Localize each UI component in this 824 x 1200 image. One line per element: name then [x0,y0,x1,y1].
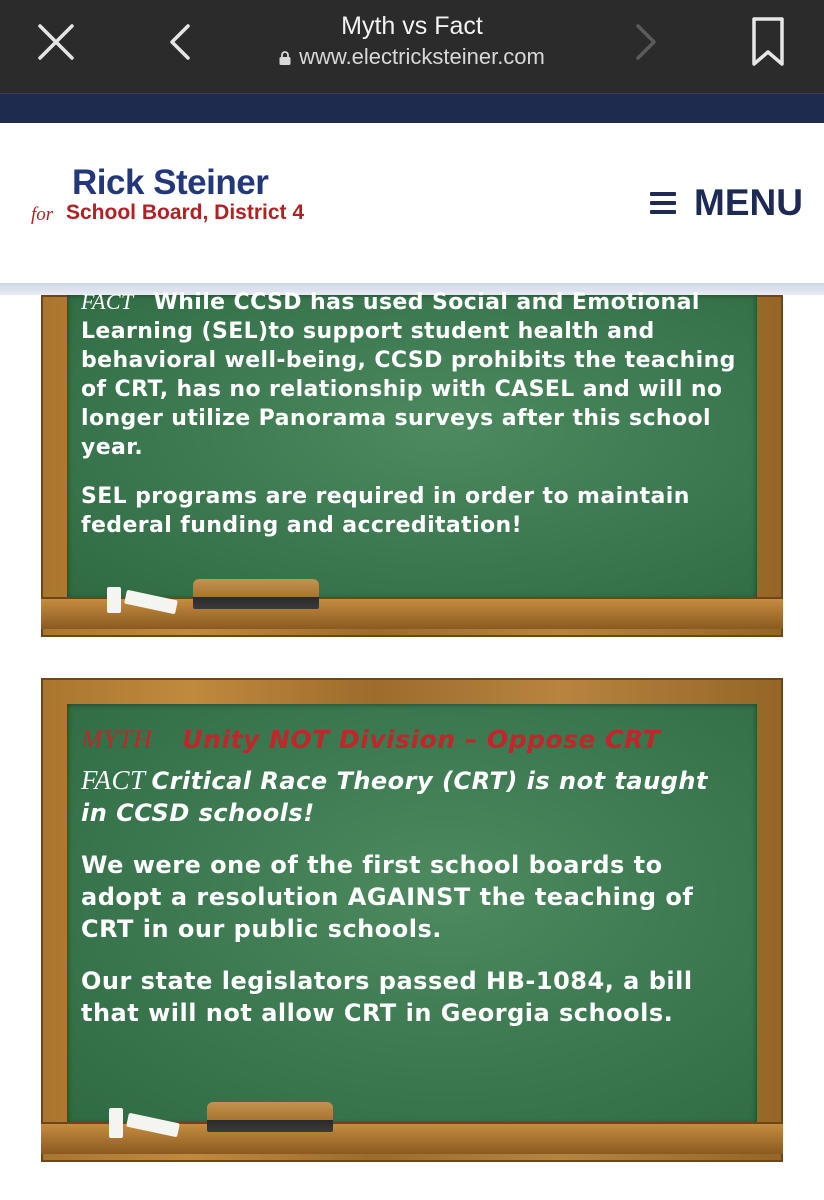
site-logo-subtitle: School Board, District 4 [66,201,305,224]
myth-text: Unity NOT Division – Oppose CRT [182,725,661,754]
board1-paragraph1 [81,287,743,462]
close-icon[interactable] [36,22,76,62]
url-display[interactable] [200,44,624,70]
back-chevron-icon[interactable] [166,22,194,62]
fact-tag: FACT [81,765,146,795]
url-text: www.electricksteiner.com [299,44,545,69]
chalkboard-fact-sel [41,289,783,637]
eraser [193,579,319,609]
page-title: Myth vs Fact [341,12,483,40]
board2-paragraph3: Our state legislators passed HB-1084, a bill that will not allow CRT in Georgia schools. [81,967,693,1027]
site-logo-name[interactable]: Rick Steiner [72,163,269,202]
menu-button[interactable] [650,181,803,225]
board2-text [81,724,743,1049]
site-logo-for: for [31,204,54,225]
board1-text [81,287,743,560]
hamburger-icon [650,192,676,214]
forward-chevron-icon[interactable] [632,22,660,62]
fact-text: Critical Race Theory (CRT) is not taught in CCSD schools! [81,767,708,827]
chalk-piece [109,1108,123,1138]
bookmark-icon[interactable] [750,16,786,68]
chalk-piece [107,587,121,613]
board2-paragraph2: We were one of the first school boards to adopt a resolution AGAINST the teaching of CRT in our public schools. [81,851,694,943]
chalkboard-myth-crt [41,678,783,1162]
fact-line [81,764,743,829]
board1-paragraph1-text: While CCSD has used Social and Emotional Learning (SEL)to support student health and behavioral well-being, CCSD prohibits the teaching of CRT, has no relationship with CASEL and will no longer utilize Panorama surveys after this school year. [81,290,736,460]
menu-label: MENU [694,182,803,223]
board1-paragraph2: SEL programs are required in order to maintain federal funding and accreditation! [81,484,690,538]
site-top-bar [0,93,824,123]
browser-toolbar [0,0,824,93]
fact-tag: FACT [81,289,134,314]
myth-line [81,724,743,756]
eraser [207,1102,333,1132]
myth-tag: MYTH [81,725,153,754]
lock-icon [279,51,291,65]
site-header [0,123,824,283]
